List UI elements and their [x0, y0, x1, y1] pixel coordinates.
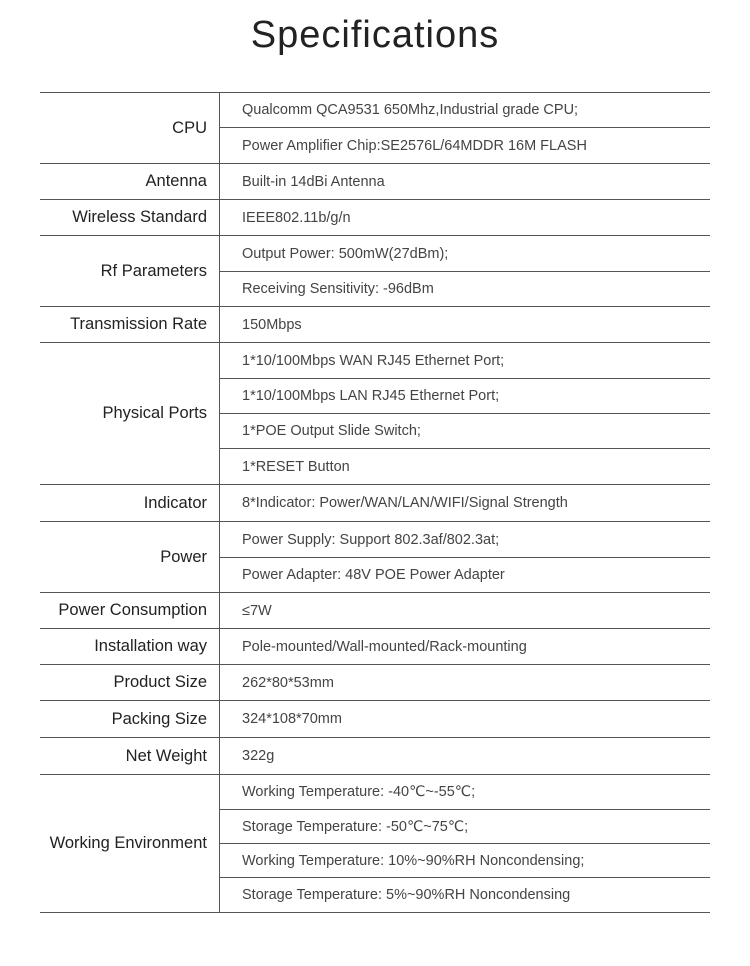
spec-value: Power Adapter: 48V POE Power Adapter [220, 557, 710, 592]
spec-value: Storage Temperature: -50℃~75℃; [220, 809, 710, 843]
page-title: Specifications [250, 14, 500, 56]
spec-row-wireless-standard [40, 199, 710, 235]
spec-value: 150Mbps [242, 316, 302, 333]
spec-label: Antenna [40, 164, 220, 199]
spec-row-power-consumption [40, 592, 710, 628]
spec-row-indicator [40, 484, 710, 521]
spec-row-product-size [40, 664, 710, 700]
spec-label: Product Size [40, 665, 220, 700]
spec-row-transmission-rate [40, 306, 710, 342]
spec-value: Storage Temperature: 5%~90%RH Noncondensing [220, 877, 710, 912]
spec-label: Transmission Rate [40, 307, 220, 342]
spec-label: Physical Ports [40, 343, 220, 484]
spec-row-antenna [40, 163, 710, 199]
spec-value: 1*10/100Mbps WAN RJ45 Ethernet Port; [242, 352, 505, 369]
spec-row-packing-size [40, 700, 710, 737]
spec-label: Rf Parameters [40, 236, 220, 306]
specifications-table [40, 92, 710, 913]
spec-value: 1*RESET Button [220, 448, 710, 484]
spec-value: Power Supply: Support 802.3af/802.3at; [242, 531, 500, 548]
spec-value: Qualcomm QCA9531 650Mhz,Industrial grade CPU; [242, 102, 579, 118]
spec-value: Built-in 14dBi Antenna [242, 173, 385, 190]
spec-value: Power Amplifier Chip:SE2576L/64MDDR 16M FLASH [220, 127, 710, 163]
spec-label: Indicator [40, 485, 220, 521]
spec-label: Power Consumption [40, 593, 220, 628]
spec-value: ≤7W [242, 602, 272, 619]
spec-row-installation-way [40, 628, 710, 664]
spec-row-net-weight [40, 737, 710, 774]
spec-value: Receiving Sensitivity: -96dBm [220, 271, 710, 306]
spec-row-power [40, 521, 710, 592]
spec-label: Net Weight [40, 738, 220, 774]
spec-row-physical-ports [40, 342, 710, 484]
spec-label: Working Environment [40, 775, 220, 912]
spec-value: Pole-mounted/Wall-mounted/Rack-mounting [242, 638, 527, 655]
spec-label: CPU [40, 93, 220, 163]
spec-value: 1*10/100Mbps LAN RJ45 Ethernet Port; [220, 378, 710, 413]
spec-row-working-environment [40, 774, 710, 913]
spec-label: Packing Size [40, 701, 220, 737]
spec-value: 262*80*53mm [242, 674, 334, 691]
spec-value: Output Power: 500mW(27dBm); [242, 245, 449, 262]
spec-label: Power [40, 522, 220, 592]
spec-value: 1*POE Output Slide Switch; [220, 413, 710, 448]
spec-value: Working Temperature: 10%~90%RH Noncondensing; [220, 843, 710, 877]
spec-label: Wireless Standard [40, 200, 220, 235]
spec-value: 8*Indicator: Power/WAN/LAN/WIFI/Signal Strength [242, 495, 568, 511]
spec-value: IEEE802.11b/g/n [242, 209, 351, 226]
spec-row-cpu [40, 92, 710, 163]
spec-label: Installation way [40, 629, 220, 664]
spec-value: 324*108*70mm [242, 711, 342, 727]
spec-value: 322g [242, 748, 275, 764]
spec-row-rf-parameters [40, 235, 710, 306]
spec-value: Working Temperature: -40℃~-55℃; [242, 784, 476, 800]
